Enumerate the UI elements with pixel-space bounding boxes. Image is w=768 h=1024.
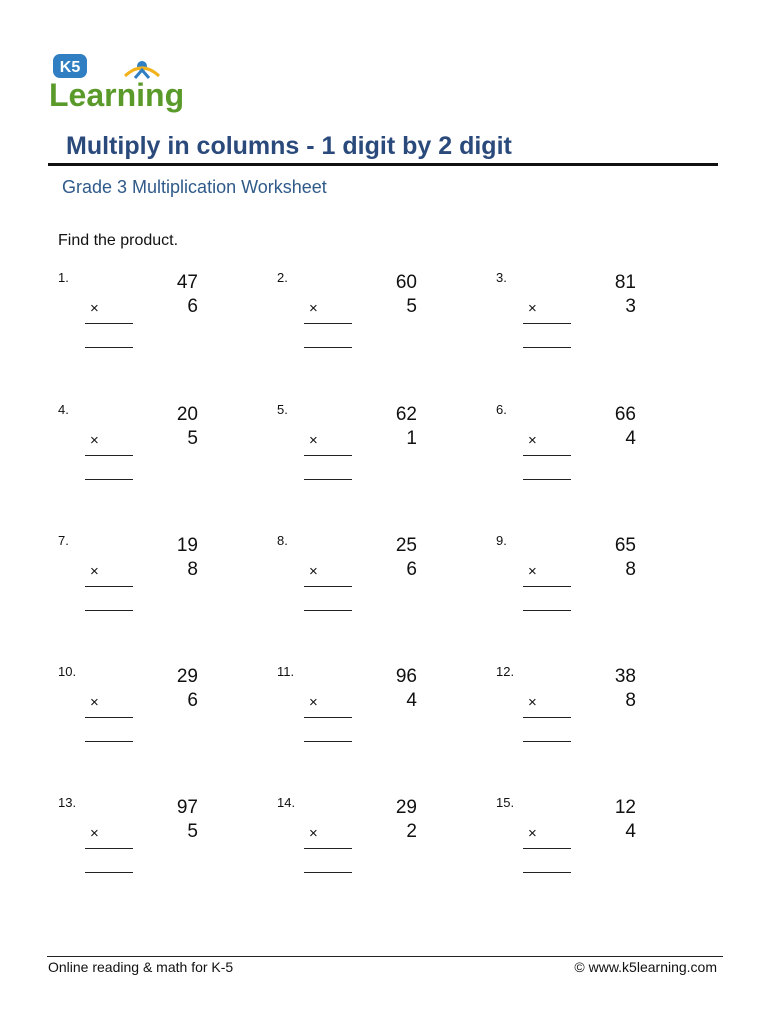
problem-item [277,795,417,885]
problem-item [496,664,636,754]
problem-number: 13. [58,795,77,810]
problem-item [496,402,636,492]
problem-number: 4. [58,402,69,417]
multiplier: 3 [625,296,636,317]
problem-item [58,402,198,492]
multiplicand: 12 [614,797,636,818]
multiplier: 4 [625,428,636,449]
problem-item [496,795,636,885]
product-line [523,586,571,587]
k5-learning-logo [47,52,187,114]
problem-number: 10. [58,664,77,679]
multiply-sign: × [528,825,537,842]
multiplier: 6 [406,559,417,580]
multiplier: 2 [406,821,417,842]
answer-line[interactable] [85,741,133,742]
multiplier: 5 [187,821,198,842]
multiply-sign: × [528,432,537,449]
worksheet-subtitle: Grade 3 Multiplication Worksheet [62,177,327,197]
multiplier: 5 [406,296,417,317]
product-line [523,717,571,718]
multiply-sign: × [528,694,537,711]
answer-line[interactable] [85,872,133,873]
product-line [523,323,571,324]
multiplicand: 65 [614,535,636,556]
answer-line[interactable] [523,741,571,742]
multiplier: 6 [187,296,198,317]
svg-text:K5: K5 [59,59,81,76]
answer-line[interactable] [523,872,571,873]
problem-item [277,402,417,492]
answer-line[interactable] [523,347,571,348]
multiply-sign: × [90,563,99,580]
answer-line[interactable] [304,872,352,873]
problem-item [496,270,636,360]
product-line [85,455,133,456]
multiplicand: 25 [395,535,417,556]
product-line [85,848,133,849]
multiplier: 8 [187,559,198,580]
problem-item [277,664,417,754]
multiplier: 5 [187,428,198,449]
problem-number: 8. [277,533,288,548]
multiplicand: 29 [176,666,198,687]
product-line [304,586,352,587]
multiply-sign: × [309,300,318,317]
problem-number: 14. [277,795,296,810]
multiplicand: 97 [176,797,198,818]
multiplier: 8 [625,690,636,711]
problem-item [277,270,417,360]
problem-number: 9. [496,533,507,548]
product-line [304,323,352,324]
problem-number: 7. [58,533,69,548]
answer-line[interactable] [304,479,352,480]
multiplier: 4 [625,821,636,842]
product-line [85,586,133,587]
multiply-sign: × [528,563,537,580]
problem-number: 5. [277,402,288,417]
page-title: Multiply in columns - 1 digit by 2 digit [66,132,512,160]
problem-number: 1. [58,270,69,285]
problem-number: 2. [277,270,288,285]
problem-number: 11. [277,664,295,679]
problem-number: 3. [496,270,507,285]
multiplicand: 81 [614,272,636,293]
multiply-sign: × [90,694,99,711]
product-line [304,717,352,718]
problem-number: 15. [496,795,515,810]
problem-item [496,533,636,623]
svg-text:Learning: Learning [49,77,185,113]
product-line [523,848,571,849]
problem-item [277,533,417,623]
problem-number: 12. [496,664,515,679]
problem-item [58,664,198,754]
title-divider [48,163,718,166]
multiply-sign: × [309,563,318,580]
answer-line[interactable] [304,741,352,742]
problem-item [58,270,198,360]
problem-number: 6. [496,402,507,417]
multiplicand: 29 [395,797,417,818]
multiplicand: 47 [176,272,198,293]
problem-item [58,795,198,885]
answer-line[interactable] [85,347,133,348]
answer-line[interactable] [523,479,571,480]
multiplier: 6 [187,690,198,711]
multiplicand: 38 [614,666,636,687]
answer-line[interactable] [304,610,352,611]
multiply-sign: × [90,300,99,317]
problem-item [58,533,198,623]
multiply-sign: × [528,300,537,317]
footer-website: © www.k5learning.com [574,959,717,975]
product-line [523,455,571,456]
multiply-sign: × [309,432,318,449]
footer-divider [47,956,723,957]
answer-line[interactable] [85,479,133,480]
product-line [85,717,133,718]
answer-line[interactable] [304,347,352,348]
multiplier: 8 [625,559,636,580]
multiplicand: 62 [395,404,417,425]
product-line [304,848,352,849]
multiplicand: 19 [176,535,198,556]
product-line [304,455,352,456]
multiplier: 4 [406,690,417,711]
footer-tagline: Online reading & math for K-5 [48,959,234,975]
multiply-sign: × [90,825,99,842]
multiplicand: 96 [395,666,417,687]
multiplier: 1 [406,428,417,449]
multiply-sign: × [90,432,99,449]
answer-line[interactable] [523,610,571,611]
product-line [85,323,133,324]
multiplicand: 20 [176,404,198,425]
multiplicand: 66 [614,404,636,425]
instructions: Find the product. [58,232,179,249]
answer-line[interactable] [85,610,133,611]
multiply-sign: × [309,694,318,711]
multiplicand: 60 [395,272,417,293]
multiply-sign: × [309,825,318,842]
